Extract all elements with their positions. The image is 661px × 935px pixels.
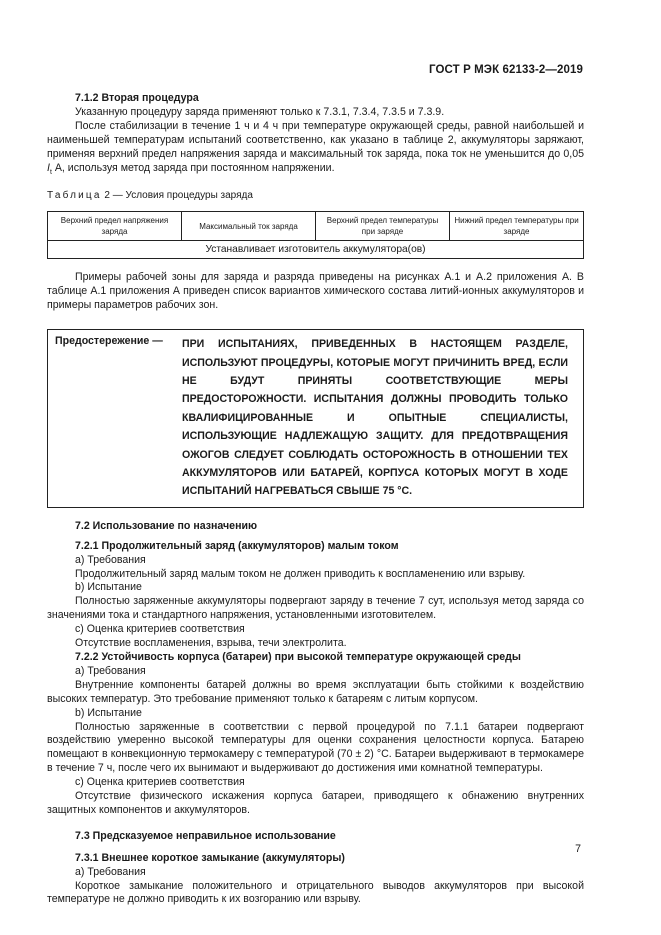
table-caption	[47, 189, 584, 203]
current-symbol-subscript: t	[49, 168, 52, 176]
section-7-1-2-paragraph-2	[47, 120, 584, 180]
warning-text: ПРИ ИСПЫТАНИЯХ, ПРИВЕДЕННЫХ В НАСТОЯЩЕМ РАЗДЕЛЕ, ИСПОЛЬЗУЮТ ПРОЦЕДУРЫ, КОТОРЫЕ МОГУТ ПРИЧИНИТЬ ВРЕД, ЕСЛИ НЕ БУДУТ ПРИНЯТЫ СООТВЕТСТВУЮЩИЕ МЕРЫ ПРЕДОСТОРОЖНОСТИ. ИСПЫТАНИЯ ДОЛЖНЫ ПРОВОДИТЬ ТОЛЬКО КВАЛИФИЦИРОВАННЫЕ И ОПЫТНЫЕ СПЕЦИАЛИСТЫ, ИСПОЛЬЗУЮЩИЕ НАДЛЕЖАЩУЮ ЗАЩИТУ. ДЛЯ ПРЕДОТВРАЩЕНИЯ ОЖОГОВ СЛЕДУЕТ СОБЛЮДАТЬ ОСТОРОЖНОСТЬ В ОТНОШЕНИИ ТЕХ АККУМУЛЯТОРОВ ИЛИ БАТАРЕЙ, КОРПУСА КОТОРЫХ МОГУТ В ХОДЕ ИСПЫТАНИЙ НАГРЕВАТЬСЯ СВЫШЕ 75 °С.	[182, 338, 568, 498]
section-7-2-2-heading: 7.2.2 Устойчивость корпуса (батареи) при высокой температуре окружающей среды	[75, 650, 521, 663]
section-7-2-heading: 7.2 Использование по назначению	[75, 519, 258, 532]
section-7-1-2-paragraph-1: Указанную процедуру заряда применяют только к 7.3.1, 7.3.4, 7.3.5 и 7.3.9.	[75, 105, 445, 118]
header-cell-upper-temp: Верхний предел температуры при заряде	[316, 212, 450, 241]
examples-paragraph: Примеры рабочей зоны для заряда и разряда приведены на рисунках А.1 и А.2 приложения А. В таблице А.1 приложения А приведен список вариантов химического состава литий-ионных аккумуляторов и примеры параметров рабочих зон.	[47, 271, 584, 312]
section-7-2-2-c-text: Отсутствие физического искажения корпуса батареи, приводящего к обнажению внутренних защитных компонентов и аккумуляторов.	[47, 790, 584, 816]
section-7-2-1-c-label: c) Оценка критериев соответствия	[75, 623, 245, 636]
paragraph-2-text-b: А, используя метод заряда при постоянном напряжении.	[51, 161, 335, 174]
section-7-2-2-a-text: Внутренние компоненты батарей должны во время эксплуатации быть стойкими к воздействию высоких температур. Это требование применяют только к батареям с литым корпусом.	[47, 678, 584, 705]
section-7-1-2-heading: 7.1.2 Вторая процедура	[75, 92, 199, 104]
section-7-3-1-heading: 7.3.1 Внешнее короткое замыкание (аккумуляторы)	[75, 851, 345, 864]
section-7-2-2-a-label: a) Требования	[75, 664, 146, 677]
page-content	[47, 92, 584, 907]
section-7-2-1-c-text: Отсутствие воспламенения, взрыва, течи электролита.	[75, 637, 347, 650]
page-number: 7	[575, 843, 581, 855]
standard-designation: ГОСТ Р МЭК 62133-2—2019	[429, 64, 583, 76]
section-7-2-1-a-label: a) Требования	[75, 553, 146, 566]
section-7-2-1-b-text: Полностью заряженные аккумуляторы подвергают заряду в течение 7 сут, используя метод заряда со значениями тока и стандартного напряжения, установленными изготовителем.	[47, 595, 584, 622]
section-7-2-1-b-label: b) Испытание	[75, 581, 142, 594]
paragraph-2-text-a: После стабилизации в течение 1 ч и 4 ч при температуре окружающей среды, равной наибольшей и наименьшей температурам испытаний соответственно, как указано в таблице 2, аккумуляторы заряжают, применяя верхний предел напряжения заряда и максимальный ток заряда, пока ток не уменьшится до 0,05	[47, 119, 584, 160]
section-7-2-1-a-text: Продолжительный заряд малым током не должен приводить к воспламенению или взрыву.	[75, 567, 526, 580]
section-7-3-1-a-label: a) Требования	[75, 865, 146, 878]
section-7-3-heading: 7.3 Предсказуемое неправильное использование	[75, 829, 336, 842]
table-row	[48, 241, 584, 259]
section-7-2-2-c-label: c) Оценка критериев соответствия	[75, 776, 245, 789]
section-7-2-2-b-label: b) Испытание	[75, 706, 142, 719]
section-7-2-2-b-text: Полностью заряженные в соответствии с первой процедурой по 7.1.1 батареи подвергают воздействию умеренно высокой температуры для оценки сохранения целостности корпуса. Батарею помещают в конвекционную термокамеру с температурой (70 ± 2) °С. Батареи выдерживают в термокамере в течение 7 ч, после чего их вынимают и выдерживают до достижения ими комнатной температуры.	[47, 720, 584, 775]
header-cell-current: Максимальный ток заряда	[182, 212, 316, 241]
section-7-2-1-heading: 7.2.1 Продолжительный заряд (аккумуляторов) малым током	[75, 539, 399, 552]
table-caption-text: 2 — Условия процедуры заряда	[104, 189, 253, 201]
warning-box	[47, 329, 584, 508]
table-caption-label: Таблица	[47, 189, 102, 201]
table-header-row	[48, 212, 584, 241]
current-symbol: I	[47, 161, 50, 174]
charge-conditions-table	[47, 211, 584, 259]
header-cell-voltage: Верхний предел напряжения заряда	[48, 212, 182, 241]
header-cell-lower-temp: Нижний предел температуры при заряде	[450, 212, 584, 241]
section-7-3-1-a-text: Короткое замыкание положительного и отрицательного выводов аккумуляторов при высокой температуре не должно приводить к их возгоранию или взрыву.	[47, 879, 584, 906]
warning-label: Предостережение —	[55, 335, 163, 348]
table-cell-manufacturer: Устанавливает изготовитель аккумулятора(ов)	[48, 241, 584, 259]
